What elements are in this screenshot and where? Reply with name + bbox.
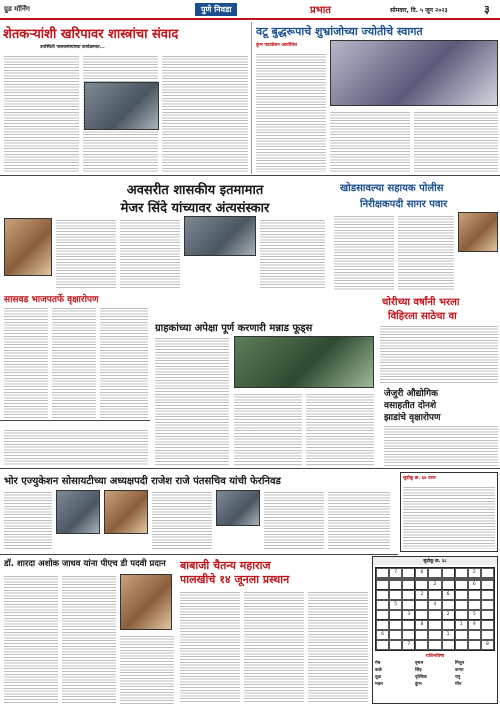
sudoku-cell	[442, 568, 455, 578]
sudoku-grid	[375, 567, 495, 651]
sudoku-cell	[389, 580, 402, 590]
center-logo: पुणे निवडा	[195, 3, 237, 16]
sudoku-panel	[372, 556, 498, 704]
horoscope-sign: मिथुन	[455, 661, 465, 666]
article-photo	[4, 218, 52, 276]
sudoku-cell: 6	[415, 568, 428, 578]
article-headline-line2: वसाहतीत दोनशे	[384, 401, 437, 411]
article-body	[56, 218, 116, 288]
article-photo	[104, 490, 148, 534]
sudoku-cell	[428, 620, 441, 630]
article-headline: वटू बुद्धरूपाचे शुभ्रांजोच्या ज्योतीचे स्वागत	[256, 25, 423, 38]
sudoku-cell	[481, 600, 494, 610]
sudoku-cell	[468, 630, 481, 640]
sudoku-cell	[389, 630, 402, 640]
sudoku-cell: 6	[376, 630, 389, 640]
article-body	[180, 590, 240, 704]
horoscope-sign: मकर	[375, 682, 383, 687]
horoscope-sign: वृश्चिक	[415, 675, 427, 680]
sudoku-cell: 5	[389, 600, 402, 610]
article-body	[4, 428, 148, 466]
sudoku-cell	[389, 620, 402, 630]
section-divider	[0, 420, 150, 421]
article-body	[244, 590, 304, 704]
article-photo	[234, 336, 374, 388]
article-kicker: कुंभ फाउंडेशन आयोजित	[256, 43, 298, 48]
article-photo	[84, 82, 159, 130]
sudoku-cell	[481, 620, 494, 630]
article-headline: अवसरीत शासकीय इतमामात	[126, 183, 264, 198]
sudoku-cell: 8	[481, 640, 494, 650]
sudoku-cell	[442, 620, 455, 630]
sudoku-cell	[428, 640, 441, 650]
section-divider	[0, 554, 398, 555]
sudoku-cell	[402, 620, 415, 630]
article-headline-line2: विहिरला साठेचा वा	[388, 311, 457, 322]
sudoku-cell	[389, 640, 402, 650]
sudoku-cell	[415, 600, 428, 610]
sudoku-cell	[376, 590, 389, 600]
sudoku-cell	[481, 630, 494, 640]
sudoku-cell: 1	[442, 630, 455, 640]
sudoku-cell: 6	[442, 590, 455, 600]
article-body	[308, 590, 368, 704]
article-body	[328, 490, 390, 550]
sudoku-cell	[376, 600, 389, 610]
sudoku-cell	[455, 640, 468, 650]
article-headline: ग्राहकांच्या अपेक्षा पूर्ण करणारी मन्नाड फूड्स	[155, 323, 313, 334]
sudoku-cell	[428, 590, 441, 600]
article-body	[162, 54, 248, 172]
article-headline: शेतकऱ्यांशी खरिपावर शास्त्रांचा संवाद	[3, 27, 179, 42]
article-photo	[184, 216, 256, 256]
sudoku-cell	[481, 568, 494, 578]
sudoku-cell	[455, 600, 468, 610]
horoscope-list	[375, 660, 495, 688]
column-divider	[251, 22, 252, 174]
horoscope-sign: वृषभ	[415, 661, 424, 666]
sudoku-cell	[402, 590, 415, 600]
sudoku-cell	[455, 590, 468, 600]
article-body	[398, 214, 454, 290]
sudoku-cell: 2	[428, 580, 441, 590]
sudoku-cell	[402, 568, 415, 578]
article-body	[380, 324, 498, 384]
masthead	[0, 0, 500, 20]
sudoku-cell	[376, 580, 389, 590]
section-divider	[0, 175, 500, 176]
horoscope-sign: कर्क	[375, 668, 382, 673]
sudoku-cell	[481, 610, 494, 620]
date-line: सोमवार, दि. ५ जून २०२३	[390, 7, 448, 14]
sudoku-cell: 2	[415, 590, 428, 600]
sudoku-cell	[415, 630, 428, 640]
sudoku-cell	[376, 620, 389, 630]
article-body	[62, 574, 116, 704]
sudoku-cell	[402, 580, 415, 590]
article-body	[260, 218, 325, 288]
sudoku-cell	[428, 630, 441, 640]
sudoku-cell	[468, 590, 481, 600]
article-body	[4, 306, 48, 422]
sudoku-cell: 2	[442, 610, 455, 620]
article-headline: डॉ. शारदा अशोक जाधव यांना पीएच डी पदवी प्रदान	[4, 559, 166, 569]
sudoku-cell	[442, 600, 455, 610]
sudoku-cell	[376, 640, 389, 650]
article-photo	[330, 40, 498, 106]
article-photo	[216, 490, 260, 526]
sudoku-cell: 4	[428, 600, 441, 610]
answer-box	[400, 472, 498, 552]
sudoku-cell	[402, 600, 415, 610]
sudoku-cell	[389, 610, 402, 620]
article-body	[152, 490, 212, 550]
sudoku-cell	[455, 580, 468, 590]
sudoku-cell	[376, 610, 389, 620]
article-headline: बाबाजी चैतन्य महाराज	[180, 559, 271, 572]
sudoku-cell	[376, 568, 389, 578]
sudoku-cell	[481, 580, 494, 590]
article-body	[155, 336, 229, 466]
article-headline-line2: मेजर सिंदे यांच्यावर अंत्यसंस्कार	[120, 201, 270, 216]
sudoku-cell: 5	[468, 610, 481, 620]
sudoku-cell	[455, 610, 468, 620]
sudoku-cell: 9	[468, 620, 481, 630]
article-headline: खोडसावल्या सहायक पोलीस	[340, 183, 444, 194]
section-divider	[0, 468, 500, 469]
sudoku-title: सुडोकू क्र. ६८	[373, 557, 497, 565]
article-body	[264, 490, 324, 550]
horoscope-sign: मीन	[455, 682, 462, 687]
article-body	[52, 306, 96, 422]
article-headline-line2: पालखीचे १४ जूनला प्रस्थान	[180, 573, 290, 586]
article-body	[4, 490, 52, 550]
article-body	[120, 634, 174, 704]
sudoku-cell: 3	[402, 610, 415, 620]
answer-box-title: सुडोकू क्र. ६७ उत्तर	[403, 476, 436, 481]
horoscope-sign: सिंह	[415, 668, 422, 673]
sudoku-cell	[428, 610, 441, 620]
article-headline-line2: निरीक्षकपदी सागर पवार	[360, 199, 448, 210]
sudoku-cell	[442, 580, 455, 590]
horoscope-sign: कुंभ	[415, 682, 422, 687]
sudoku-cell	[442, 640, 455, 650]
article-headline: भोर एज्युकेशन सोसायटीच्या अध्यक्षपदी राजेश राजे पंतसचिव यांची फेरनिवड	[4, 476, 281, 487]
article-body	[414, 110, 498, 172]
sudoku-cell	[415, 580, 428, 590]
article-photo	[56, 490, 100, 534]
article-body	[120, 218, 180, 288]
article-body	[4, 54, 79, 172]
sudoku-cell	[455, 630, 468, 640]
sudoku-cell: 8	[415, 620, 428, 630]
sudoku-cell: 6	[468, 580, 481, 590]
sudoku-cell	[455, 568, 468, 578]
section-label: ग्रुड मॉर्निंग	[4, 5, 30, 13]
sudoku-cell	[468, 640, 481, 650]
page-number: ३	[484, 3, 490, 16]
sudoku-cell	[428, 568, 441, 578]
horoscope-sign: कन्या	[455, 668, 464, 673]
sudoku-cell: 7	[402, 640, 415, 650]
sudoku-cell: 1	[455, 620, 468, 630]
article-subheadline: उपस्थिती पालकमंत्र्यांच्या कार्यक्रमात...	[40, 45, 105, 50]
article-body	[100, 306, 148, 422]
sudoku-cell	[468, 600, 481, 610]
horoscope-sign: मेष	[375, 661, 381, 666]
sudoku-cell: 7	[389, 568, 402, 578]
sudoku-cell	[402, 630, 415, 640]
sudoku-cell	[415, 640, 428, 650]
sudoku-cell	[415, 610, 428, 620]
sudoku-cell	[389, 590, 402, 600]
article-headline: चोरीच्या वर्षांनी भरला	[382, 297, 460, 308]
article-headline: सासवड भाजपतर्फे वृक्षारोपण	[4, 295, 99, 305]
article-body	[334, 214, 394, 290]
article-headline: जेजुरी औद्योगिक	[384, 389, 439, 399]
sudoku-cell: 2	[468, 568, 481, 578]
article-headline-line3: झाडांचे वृक्षारोपण	[384, 413, 441, 423]
horoscope-title: राशिभविष्य	[425, 654, 445, 659]
horoscope-sign: धनु	[455, 675, 461, 680]
article-photo	[120, 574, 172, 630]
article-body	[4, 574, 58, 704]
article-body	[306, 392, 374, 466]
article-body	[234, 392, 302, 466]
sudoku-cell	[481, 590, 494, 600]
article-body	[330, 110, 410, 172]
brand-logo: प्रभात	[310, 5, 332, 16]
article-body	[384, 424, 498, 466]
article-photo	[458, 212, 498, 252]
horoscope-sign: तूळ	[375, 675, 381, 680]
article-body	[256, 52, 326, 172]
